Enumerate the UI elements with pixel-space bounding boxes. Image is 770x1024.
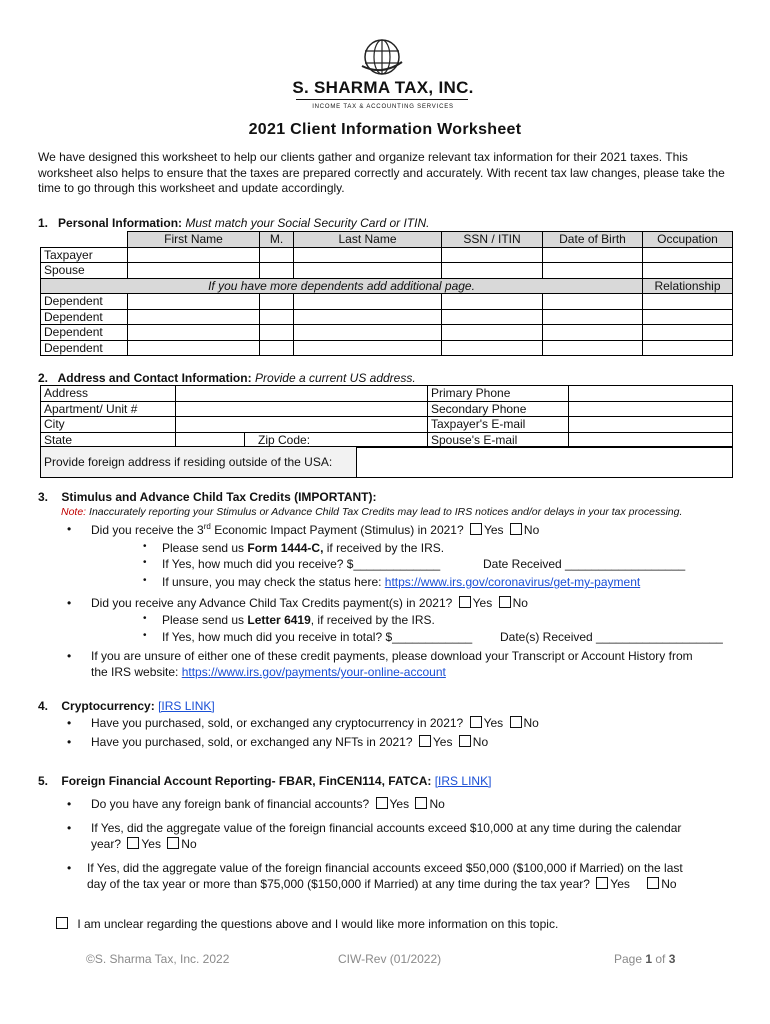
bullet-icon: • [143, 630, 147, 641]
dependent-field[interactable] [128, 325, 260, 341]
dependent-field[interactable] [128, 294, 260, 310]
dependent-field[interactable] [643, 340, 733, 356]
taxpayer-ssn-field[interactable] [442, 247, 543, 263]
dependent-label: Dependent [41, 309, 128, 325]
dependent-field[interactable] [442, 294, 543, 310]
section-5-number: 5. [38, 774, 49, 788]
advance-ctc-question: Did you receive any Advance Child Tax Credits payment(s) in 2021? Yes No [91, 596, 528, 610]
taxpayer-email-label: Taxpayer's E-mail [428, 417, 569, 433]
dependent-field[interactable] [294, 325, 442, 341]
company-logo [290, 36, 480, 116]
section-1-subtitle: Must match your Social Security Card or ITIN. [185, 216, 430, 230]
online-account-link[interactable]: https://www.irs.gov/payments/your-online-account [181, 665, 446, 679]
dependent-label: Dependent [41, 294, 128, 310]
dependent-field[interactable] [260, 309, 294, 325]
logo-company-name: S. SHARMA TAX, INC. [292, 78, 474, 97]
stimulus-question [91, 522, 539, 537]
get-my-payment-link[interactable]: https://www.irs.gov/coronavirus/get-my-payment [384, 575, 641, 589]
dependent-row [41, 294, 733, 310]
bullet-icon: • [143, 613, 147, 624]
dependent-field[interactable] [260, 340, 294, 356]
advance-ctc-date-field[interactable]: Date(s) Received ___________________ [500, 630, 723, 644]
section-4-heading [38, 699, 215, 713]
header-occupation: Occupation [643, 232, 733, 248]
header-first-name: First Name [128, 232, 260, 248]
dependent-field[interactable] [260, 325, 294, 341]
personal-info-header-row [41, 232, 733, 248]
nft-question: Have you purchased, sold, or exchanged any NFTs in 2021? Yes No [91, 735, 489, 749]
document-title: 2021 Client Information Worksheet [248, 121, 522, 138]
footer-revision: CIW-Rev (01/2022) [338, 952, 442, 966]
bullet-icon: • [67, 735, 72, 749]
address-table [40, 385, 733, 448]
section-3-number: 3. [38, 490, 49, 504]
yes-label: Yes [483, 523, 504, 537]
unclear-checkbox[interactable] [56, 917, 68, 929]
primary-phone-field[interactable] [569, 386, 733, 402]
apartment-field[interactable] [176, 401, 428, 417]
bullet-icon: • [67, 649, 72, 663]
address-label: Address [41, 386, 176, 402]
advance-ctc-no-checkbox[interactable] [499, 596, 511, 608]
dependent-row [41, 309, 733, 325]
dependent-field[interactable] [442, 340, 543, 356]
secondary-phone-label: Secondary Phone [428, 401, 569, 417]
foreign-address-row [41, 447, 733, 478]
crypto-irs-link[interactable]: [IRS LINK] [158, 699, 215, 713]
intro-paragraph: We have designed this worksheet to help our clients gather and organize relevant tax information for their 2021 taxes. This worksheet also helps to ensure that the taxes are prepared correctly and accurately. With recent tax law changes, please take the time to go through this worksheet and update accordingly. [38, 150, 725, 195]
state-label: State [41, 432, 176, 448]
bullet-icon: • [143, 541, 147, 552]
secondary-phone-field[interactable] [569, 401, 733, 417]
city-label: City [41, 417, 176, 433]
taxpayer-mi-field[interactable] [260, 247, 294, 263]
logo-tagline: INCOME TAX & ACCOUNTING SERVICES [312, 104, 454, 110]
section-3-heading [38, 490, 377, 504]
exceed-50000-question: If Yes, did the aggregate value of the foreign financial accounts exceed $50,000 ($100,000 if Married) on the last [87, 861, 683, 875]
dependent-field[interactable] [128, 309, 260, 325]
header-last-name: Last Name [294, 232, 442, 248]
letter-6419-label: Letter 6419 [247, 613, 311, 627]
dependent-field[interactable] [543, 325, 643, 341]
bullet-icon: • [67, 821, 72, 835]
exceed-10000-answer: year? Yes No [91, 837, 197, 851]
dependent-row [41, 325, 733, 341]
exceed-10000-yes-checkbox[interactable] [127, 837, 139, 849]
section-5-title: Foreign Financial Account Reporting- FBAR, FinCEN114, FATCA: [61, 774, 432, 788]
dependent-field[interactable] [643, 309, 733, 325]
spouse-last-name-field[interactable] [294, 263, 442, 279]
footer-copyright: ©S. Sharma Tax, Inc. 2022 [86, 952, 230, 966]
taxpayer-first-name-field[interactable] [128, 247, 260, 263]
exceed-10000-question: If Yes, did the aggregate value of the foreign financial accounts exceed $10,000 at any time during the calendar [91, 821, 682, 835]
exceed-50000-no-checkbox[interactable] [647, 877, 659, 889]
section-5-heading [38, 774, 491, 788]
spouse-first-name-field[interactable] [128, 263, 260, 279]
spouse-mi-field[interactable] [260, 263, 294, 279]
dependent-field[interactable] [643, 294, 733, 310]
spouse-occupation-field[interactable] [643, 263, 733, 279]
exceed-10000-no-checkbox[interactable] [167, 837, 179, 849]
apartment-row [41, 401, 733, 417]
section-2-number: 2. [38, 371, 49, 385]
footer-page-number: Page 1 of 3 [614, 952, 676, 966]
fbar-irs-link[interactable]: [IRS LINK] [434, 774, 492, 788]
address-row [41, 386, 733, 402]
section-2-subtitle: Provide a current US address. [254, 371, 416, 385]
form-1444c-label: Form 1444-C, [247, 541, 324, 555]
spouse-ssn-field[interactable] [442, 263, 543, 279]
stimulus-question-text-2: Economic Impact Payment (Stimulus) in 2021? [210, 523, 464, 537]
transcript-instruction-2: the IRS website: https://www.irs.gov/payments/your-online-account [91, 665, 446, 679]
header-middle-initial: M. [260, 232, 294, 248]
header-date-of-birth: Date of Birth [543, 232, 643, 248]
dependent-field[interactable] [442, 309, 543, 325]
unclear-request [53, 917, 558, 931]
address-field[interactable] [176, 386, 428, 402]
section-4-title: Cryptocurrency: [61, 699, 155, 713]
logo-divider [296, 99, 468, 100]
taxpayer-dob-field[interactable] [543, 247, 643, 263]
stimulus-question-text: Did you receive the 3 [91, 523, 204, 537]
city-row [41, 417, 733, 433]
taxpayer-last-name-field[interactable] [294, 247, 442, 263]
header-relationship: Relationship [643, 278, 733, 294]
dependent-field[interactable] [543, 340, 643, 356]
dependent-field[interactable] [294, 309, 442, 325]
taxpayer-occupation-field[interactable] [643, 247, 733, 263]
stimulus-form-instruction: Please send us Form 1444-C, if received by the IRS. [162, 541, 445, 555]
dependents-note: If you have more dependents add additional page. [41, 278, 643, 294]
advance-ctc-amount-field[interactable]: If Yes, how much did you receive in total? $____________ [162, 630, 473, 644]
header-ssn-itin: SSN / ITIN [442, 232, 543, 248]
section-1-title: Personal Information: [58, 216, 183, 230]
stimulus-amount-field[interactable]: If Yes, how much did you receive? $_____________ [162, 557, 441, 571]
dependent-field[interactable] [294, 294, 442, 310]
dependent-row [41, 340, 733, 356]
personal-info-table [40, 231, 733, 356]
dependent-field[interactable] [543, 294, 643, 310]
spouse-email-label: Spouse's E-mail [428, 432, 569, 448]
bullet-icon: • [67, 596, 72, 610]
zip-code-label: Zip Code: [258, 432, 311, 447]
globe-icon [360, 36, 404, 78]
foreign-accounts-question: Do you have any foreign bank of financial accounts? Yes No [91, 797, 445, 811]
primary-phone-label: Primary Phone [428, 386, 569, 402]
note-label: Note: [61, 506, 87, 518]
advance-ctc-yes-checkbox[interactable] [459, 596, 471, 608]
foreign-accounts-yes-checkbox[interactable] [376, 797, 388, 809]
section-1-heading [38, 216, 429, 230]
section-3-title: Stimulus and Advance Child Tax Credits (IMPORTANT): [61, 490, 377, 504]
bullet-icon: • [67, 861, 72, 875]
taxpayer-label: Taxpayer [41, 247, 128, 263]
apartment-label: Apartment/ Unit # [41, 401, 176, 417]
dependent-field[interactable] [294, 340, 442, 356]
dependent-field[interactable] [543, 309, 643, 325]
stimulus-yes-checkbox[interactable] [470, 523, 482, 535]
bullet-icon: • [143, 575, 147, 586]
crypto-question: Have you purchased, sold, or exchanged any cryptocurrency in 2021? Yes No [91, 716, 539, 730]
stimulus-date-received-field[interactable]: Date Received __________________ [483, 557, 686, 571]
section-1-number: 1. [38, 216, 49, 230]
dependent-field[interactable] [442, 325, 543, 341]
stimulus-no-checkbox[interactable] [510, 523, 522, 535]
foreign-accounts-no-checkbox[interactable] [415, 797, 427, 809]
bullet-icon: • [67, 716, 72, 730]
letter-6419-instruction: Please send us Letter 6419, if received by the IRS. [162, 613, 435, 627]
spouse-label: Spouse [41, 263, 128, 279]
ordinal-suffix: rd [203, 522, 211, 531]
crypto-no-checkbox[interactable] [510, 716, 522, 728]
section-4-number: 4. [38, 699, 49, 713]
crypto-yes-checkbox[interactable] [470, 716, 482, 728]
nft-no-checkbox[interactable] [459, 735, 471, 747]
nft-yes-checkbox[interactable] [419, 735, 431, 747]
dependent-field[interactable] [643, 325, 733, 341]
dependent-field[interactable] [128, 340, 260, 356]
taxpayer-email-field[interactable] [569, 417, 733, 433]
section-2-heading [38, 371, 416, 385]
section-2-title: Address and Contact Information: [57, 371, 252, 385]
dependent-label: Dependent [41, 325, 128, 341]
note-text: Inaccurately reporting your Stimulus or Advance Child Tax Credits may lead to IRS notices and/or delays in your tax processing. [89, 506, 683, 518]
section-3-note [61, 506, 682, 518]
exceed-50000-answer: day of the tax year or more than $75,000 ($150,000 if Married) at any time during the tax year? Yes No [87, 877, 677, 891]
stimulus-status-line: If unsure, you may check the status here: https://www.irs.gov/coronavirus/get-my-payment [162, 575, 641, 589]
dependents-band-row [41, 278, 733, 294]
no-label: No [523, 523, 540, 537]
foreign-address-label: Provide foreign address if residing outside of the USA: [41, 447, 357, 478]
spouse-row [41, 263, 733, 279]
foreign-address-field[interactable] [357, 447, 733, 478]
transcript-instruction: If you are unsure of either one of these credit payments, please download your Transcript or Account History from [91, 649, 693, 663]
exceed-50000-yes-checkbox[interactable] [596, 877, 608, 889]
city-field[interactable] [176, 417, 428, 433]
unclear-text: I am unclear regarding the questions above and I would like more information on this topic. [77, 917, 559, 931]
dependent-field[interactable] [260, 294, 294, 310]
bullet-icon: • [67, 797, 72, 811]
bullet-icon: • [67, 522, 72, 536]
dependent-label: Dependent [41, 340, 128, 356]
spouse-dob-field[interactable] [543, 263, 643, 279]
bullet-icon: • [143, 557, 147, 568]
taxpayer-row [41, 247, 733, 263]
foreign-address-table [40, 446, 733, 478]
